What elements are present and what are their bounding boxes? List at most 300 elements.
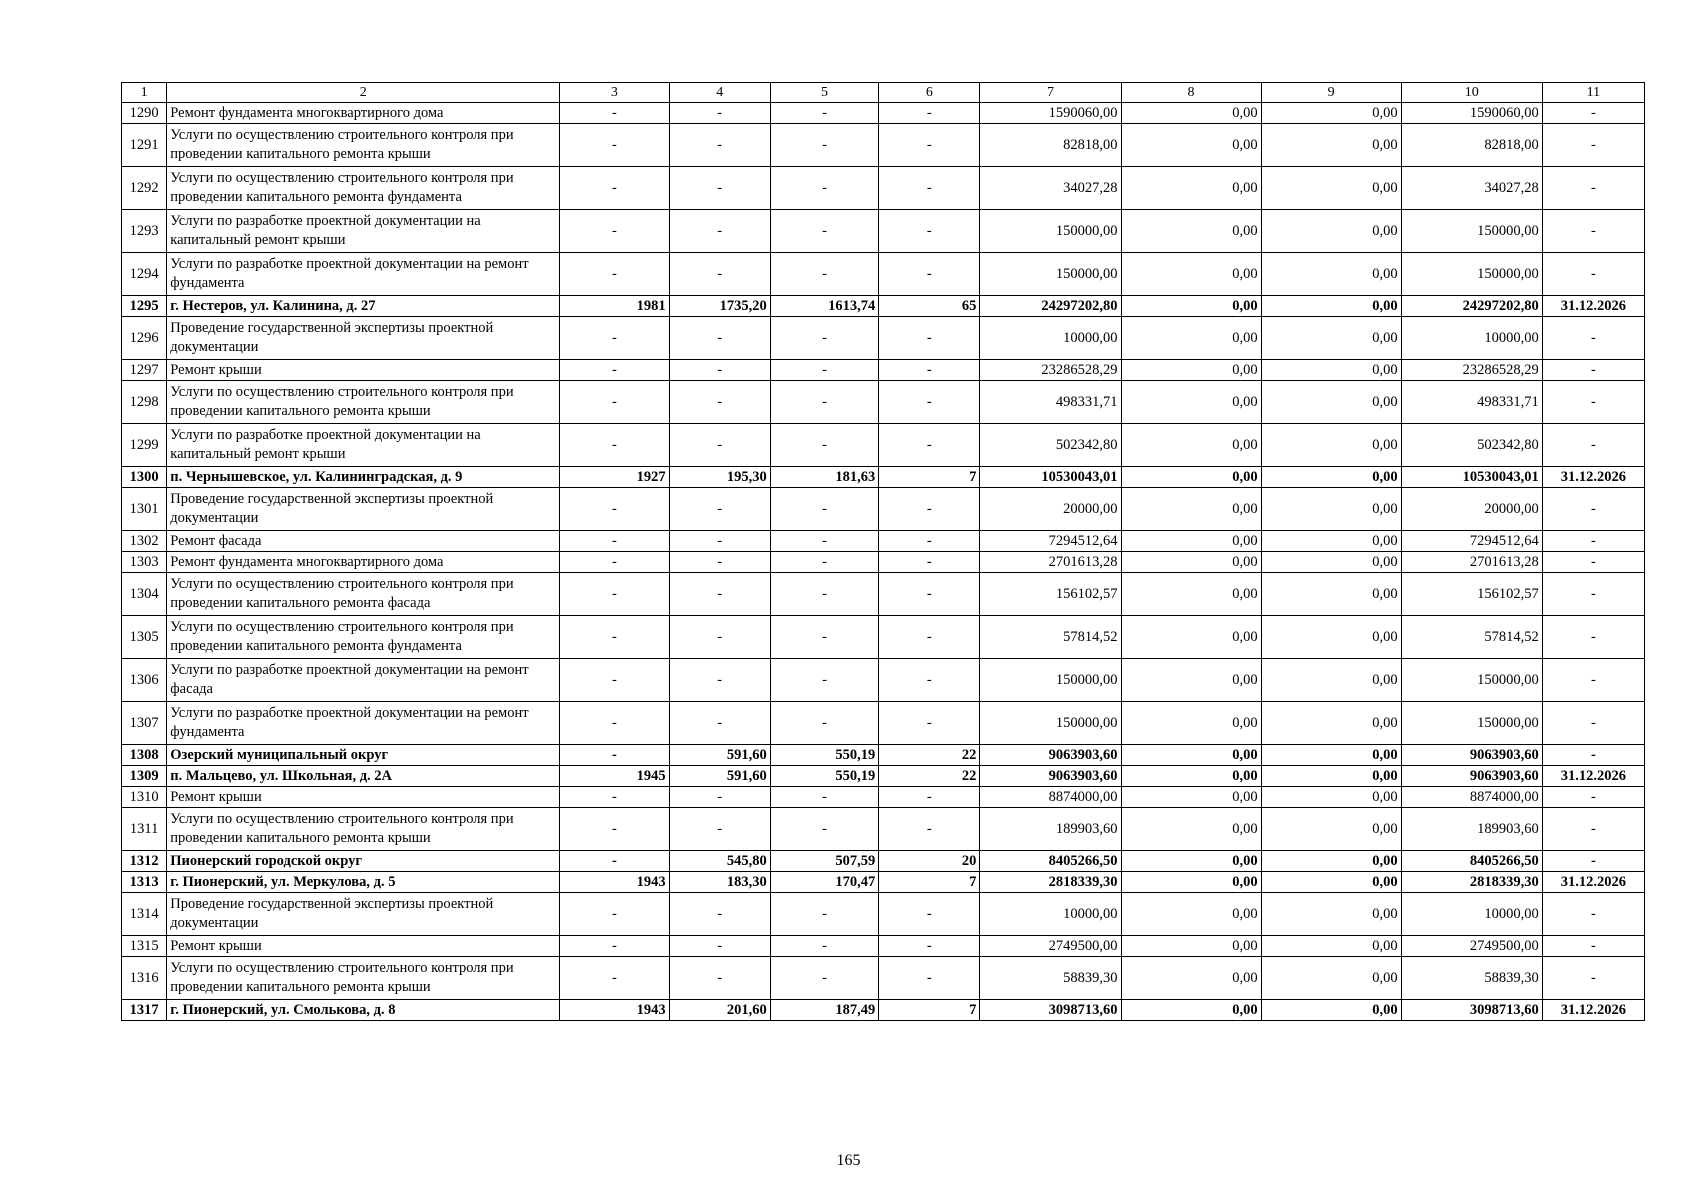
value-cell: - <box>669 531 770 552</box>
value-cell: - <box>770 616 878 659</box>
value-cell: 150000,00 <box>980 702 1121 745</box>
value-cell: 10000,00 <box>980 893 1121 936</box>
value-cell: 0,00 <box>1121 124 1261 167</box>
value-cell: 2749500,00 <box>1401 936 1542 957</box>
value-cell: 0,00 <box>1261 531 1401 552</box>
value-cell: - <box>770 210 878 253</box>
value-cell: - <box>560 616 670 659</box>
value-cell: - <box>1542 317 1644 360</box>
value-cell: 0,00 <box>1261 616 1401 659</box>
value-cell: - <box>1542 893 1644 936</box>
value-cell: 31.12.2026 <box>1542 1000 1644 1021</box>
row-number-cell: 1315 <box>122 936 167 957</box>
row-number-cell: 1294 <box>122 253 167 296</box>
table-row <box>122 936 1645 957</box>
value-cell: - <box>879 381 980 424</box>
description-cell: Пионерский городской округ <box>167 851 560 872</box>
row-number-cell: 1298 <box>122 381 167 424</box>
header-cell: 7 <box>980 83 1121 103</box>
value-cell: 0,00 <box>1121 360 1261 381</box>
value-cell: 10530043,01 <box>980 467 1121 488</box>
value-cell: 0,00 <box>1261 124 1401 167</box>
value-cell: 1945 <box>560 766 670 787</box>
value-cell: 502342,80 <box>1401 424 1542 467</box>
value-cell: 507,59 <box>770 851 878 872</box>
value-cell: 0,00 <box>1121 936 1261 957</box>
value-cell: - <box>560 124 670 167</box>
value-cell: 8405266,50 <box>980 851 1121 872</box>
value-cell: 2701613,28 <box>1401 552 1542 573</box>
value-cell: 34027,28 <box>1401 167 1542 210</box>
description-cell: Услуги по осуществлению строительного контроля при проведении капитального ремонта фасада <box>167 573 560 616</box>
row-number-cell: 1316 <box>122 957 167 1000</box>
value-cell: - <box>879 616 980 659</box>
value-cell: - <box>879 167 980 210</box>
description-cell: Услуги по разработке проектной документации на капитальный ремонт крыши <box>167 210 560 253</box>
table-row <box>122 957 1645 1000</box>
value-cell: 23286528,29 <box>1401 360 1542 381</box>
value-cell: - <box>1542 851 1644 872</box>
value-cell: 0,00 <box>1121 210 1261 253</box>
value-cell: 0,00 <box>1121 573 1261 616</box>
value-cell: 1590060,00 <box>1401 103 1542 124</box>
description-cell: Ремонт фундамента многоквартирного дома <box>167 552 560 573</box>
value-cell: - <box>560 360 670 381</box>
value-cell: - <box>879 957 980 1000</box>
row-number-cell: 1317 <box>122 1000 167 1021</box>
value-cell: - <box>560 210 670 253</box>
description-cell: Ремонт крыши <box>167 787 560 808</box>
value-cell: 1927 <box>560 467 670 488</box>
value-cell: - <box>669 167 770 210</box>
value-cell: 23286528,29 <box>980 360 1121 381</box>
value-cell: 9063903,60 <box>1401 766 1542 787</box>
value-cell: - <box>1542 488 1644 531</box>
table-row <box>122 531 1645 552</box>
description-cell: Услуги по осуществлению строительного контроля при проведении капитального ремонта фундамента <box>167 616 560 659</box>
value-cell: - <box>560 103 670 124</box>
value-cell: 0,00 <box>1261 360 1401 381</box>
table-row <box>122 167 1645 210</box>
value-cell: - <box>770 317 878 360</box>
row-number-cell: 1299 <box>122 424 167 467</box>
value-cell: - <box>560 531 670 552</box>
value-cell: 150000,00 <box>1401 253 1542 296</box>
value-cell: - <box>669 893 770 936</box>
value-cell: 0,00 <box>1261 424 1401 467</box>
value-cell: - <box>879 936 980 957</box>
value-cell: 31.12.2026 <box>1542 766 1644 787</box>
value-cell: - <box>669 702 770 745</box>
value-cell: - <box>1542 381 1644 424</box>
value-cell: - <box>879 552 980 573</box>
value-cell: 0,00 <box>1261 296 1401 317</box>
row-number-cell: 1300 <box>122 467 167 488</box>
value-cell: 591,60 <box>669 745 770 766</box>
value-cell: 0,00 <box>1121 167 1261 210</box>
value-cell: 0,00 <box>1121 702 1261 745</box>
row-number-cell: 1305 <box>122 616 167 659</box>
value-cell: - <box>879 210 980 253</box>
description-cell: Услуги по осуществлению строительного контроля при проведении капитального ремонта крыши <box>167 381 560 424</box>
table-row <box>122 103 1645 124</box>
value-cell: 31.12.2026 <box>1542 296 1644 317</box>
value-cell: 201,60 <box>669 1000 770 1021</box>
value-cell: - <box>1542 360 1644 381</box>
description-cell: г. Пионерский, ул. Смолькова, д. 8 <box>167 1000 560 1021</box>
value-cell: 591,60 <box>669 766 770 787</box>
value-cell: - <box>560 573 670 616</box>
value-cell: - <box>1542 573 1644 616</box>
value-cell: 7294512,64 <box>980 531 1121 552</box>
value-cell: 545,80 <box>669 851 770 872</box>
value-cell: 181,63 <box>770 467 878 488</box>
description-cell: Проведение государственной экспертизы проектной документации <box>167 488 560 531</box>
value-cell: - <box>560 488 670 531</box>
row-number-cell: 1296 <box>122 317 167 360</box>
value-cell: 31.12.2026 <box>1542 467 1644 488</box>
value-cell: - <box>1542 702 1644 745</box>
value-cell: 58839,30 <box>1401 957 1542 1000</box>
value-cell: - <box>669 616 770 659</box>
value-cell: 3098713,60 <box>1401 1000 1542 1021</box>
value-cell: - <box>1542 616 1644 659</box>
description-cell: Услуги по разработке проектной документации на ремонт фундамента <box>167 253 560 296</box>
value-cell: 0,00 <box>1121 552 1261 573</box>
value-cell: - <box>879 702 980 745</box>
value-cell: 1943 <box>560 872 670 893</box>
value-cell: - <box>669 936 770 957</box>
row-number-cell: 1301 <box>122 488 167 531</box>
value-cell: 0,00 <box>1121 381 1261 424</box>
value-cell: - <box>879 659 980 702</box>
value-cell: 2749500,00 <box>980 936 1121 957</box>
header-cell: 3 <box>560 83 670 103</box>
header-cell: 6 <box>879 83 980 103</box>
value-cell: - <box>770 659 878 702</box>
value-cell: 189903,60 <box>1401 808 1542 851</box>
value-cell: 82818,00 <box>980 124 1121 167</box>
table-row <box>122 552 1645 573</box>
row-number-cell: 1306 <box>122 659 167 702</box>
value-cell: 0,00 <box>1261 702 1401 745</box>
value-cell: 502342,80 <box>980 424 1121 467</box>
value-cell: 150000,00 <box>1401 659 1542 702</box>
value-cell: - <box>669 124 770 167</box>
document-table <box>121 82 1645 1021</box>
value-cell: 0,00 <box>1121 488 1261 531</box>
description-cell: Проведение государственной экспертизы проектной документации <box>167 317 560 360</box>
value-cell: - <box>770 488 878 531</box>
value-cell: - <box>770 167 878 210</box>
table-row <box>122 872 1645 893</box>
table-row <box>122 317 1645 360</box>
value-cell: 0,00 <box>1261 957 1401 1000</box>
description-cell: Ремонт фундамента многоквартирного дома <box>167 103 560 124</box>
value-cell: 0,00 <box>1261 872 1401 893</box>
value-cell: - <box>770 103 878 124</box>
value-cell: - <box>1542 936 1644 957</box>
value-cell: - <box>879 253 980 296</box>
value-cell: - <box>770 381 878 424</box>
value-cell: 189903,60 <box>980 808 1121 851</box>
value-cell: 0,00 <box>1261 1000 1401 1021</box>
value-cell: 34027,28 <box>980 167 1121 210</box>
value-cell: - <box>1542 124 1644 167</box>
row-number-cell: 1292 <box>122 167 167 210</box>
value-cell: 8405266,50 <box>1401 851 1542 872</box>
value-cell: - <box>560 745 670 766</box>
value-cell: 31.12.2026 <box>1542 872 1644 893</box>
value-cell: - <box>879 573 980 616</box>
value-cell: 0,00 <box>1121 103 1261 124</box>
value-cell: - <box>770 360 878 381</box>
value-cell: 0,00 <box>1261 573 1401 616</box>
value-cell: - <box>669 103 770 124</box>
value-cell: 2818339,30 <box>1401 872 1542 893</box>
value-cell: 3098713,60 <box>980 1000 1121 1021</box>
value-cell: 150000,00 <box>980 210 1121 253</box>
header-cell: 10 <box>1401 83 1542 103</box>
value-cell: 0,00 <box>1261 381 1401 424</box>
value-cell: - <box>669 210 770 253</box>
value-cell: 22 <box>879 766 980 787</box>
row-number-cell: 1308 <box>122 745 167 766</box>
value-cell: - <box>1542 787 1644 808</box>
value-cell: - <box>770 552 878 573</box>
row-number-cell: 1291 <box>122 124 167 167</box>
value-cell: 0,00 <box>1121 424 1261 467</box>
row-number-cell: 1290 <box>122 103 167 124</box>
value-cell: 550,19 <box>770 745 878 766</box>
row-number-cell: 1313 <box>122 872 167 893</box>
description-cell: п. Чернышевское, ул. Калининградская, д. 9 <box>167 467 560 488</box>
value-cell: 65 <box>879 296 980 317</box>
value-cell: - <box>770 424 878 467</box>
table-row <box>122 787 1645 808</box>
value-cell: 0,00 <box>1261 488 1401 531</box>
value-cell: - <box>770 808 878 851</box>
table-row <box>122 702 1645 745</box>
description-cell: Услуги по осуществлению строительного контроля при проведении капитального ремонта крыши <box>167 808 560 851</box>
value-cell: - <box>560 317 670 360</box>
value-cell: 0,00 <box>1261 787 1401 808</box>
value-cell: - <box>879 124 980 167</box>
value-cell: - <box>669 659 770 702</box>
value-cell: 0,00 <box>1121 872 1261 893</box>
value-cell: - <box>560 936 670 957</box>
value-cell: - <box>669 381 770 424</box>
value-cell: - <box>1542 957 1644 1000</box>
value-cell: - <box>770 124 878 167</box>
value-cell: 0,00 <box>1261 467 1401 488</box>
table-row <box>122 893 1645 936</box>
value-cell: - <box>560 851 670 872</box>
value-cell: 0,00 <box>1121 467 1261 488</box>
value-cell: 0,00 <box>1261 253 1401 296</box>
table-row <box>122 467 1645 488</box>
value-cell: 1943 <box>560 1000 670 1021</box>
value-cell: 1590060,00 <box>980 103 1121 124</box>
value-cell: - <box>669 488 770 531</box>
table-row <box>122 616 1645 659</box>
value-cell: 0,00 <box>1261 167 1401 210</box>
row-number-cell: 1311 <box>122 808 167 851</box>
table-row <box>122 360 1645 381</box>
value-cell: 82818,00 <box>1401 124 1542 167</box>
row-number-cell: 1307 <box>122 702 167 745</box>
value-cell: - <box>879 893 980 936</box>
value-cell: - <box>879 531 980 552</box>
table-body <box>122 83 1645 1021</box>
row-number-cell: 1297 <box>122 360 167 381</box>
value-cell: 1613,74 <box>770 296 878 317</box>
row-number-cell: 1312 <box>122 851 167 872</box>
value-cell: 0,00 <box>1261 745 1401 766</box>
page-number: 165 <box>836 1152 861 1169</box>
value-cell: - <box>770 573 878 616</box>
value-cell: - <box>1542 210 1644 253</box>
value-cell: - <box>770 893 878 936</box>
value-cell: - <box>1542 253 1644 296</box>
value-cell: - <box>560 424 670 467</box>
value-cell: - <box>1542 659 1644 702</box>
table-row <box>122 659 1645 702</box>
value-cell: 1735,20 <box>669 296 770 317</box>
header-cell: 9 <box>1261 83 1401 103</box>
header-cell: 5 <box>770 83 878 103</box>
row-number-cell: 1303 <box>122 552 167 573</box>
value-cell: 24297202,80 <box>1401 296 1542 317</box>
value-cell: 0,00 <box>1121 659 1261 702</box>
value-cell: - <box>1542 424 1644 467</box>
value-cell: - <box>770 702 878 745</box>
value-cell: 550,19 <box>770 766 878 787</box>
table-row <box>122 253 1645 296</box>
value-cell: - <box>1542 531 1644 552</box>
value-cell: - <box>669 317 770 360</box>
value-cell: 7 <box>879 872 980 893</box>
value-cell: 8874000,00 <box>980 787 1121 808</box>
value-cell: 150000,00 <box>1401 702 1542 745</box>
value-cell: 0,00 <box>1121 745 1261 766</box>
value-cell: - <box>770 787 878 808</box>
description-cell: Услуги по осуществлению строительного контроля при проведении капитального ремонта крыши <box>167 957 560 1000</box>
value-cell: - <box>669 787 770 808</box>
value-cell: 150000,00 <box>980 659 1121 702</box>
table-row <box>122 745 1645 766</box>
value-cell: - <box>879 317 980 360</box>
value-cell: - <box>879 808 980 851</box>
value-cell: - <box>560 787 670 808</box>
value-cell: 20000,00 <box>980 488 1121 531</box>
value-cell: 0,00 <box>1121 296 1261 317</box>
header-cell: 11 <box>1542 83 1644 103</box>
description-cell: Услуги по разработке проектной документации на ремонт фасада <box>167 659 560 702</box>
value-cell: 9063903,60 <box>980 766 1121 787</box>
value-cell: - <box>560 552 670 573</box>
description-cell: Услуги по осуществлению строительного контроля при проведении капитального ремонта фундамента <box>167 167 560 210</box>
description-cell: г. Пионерский, ул. Меркулова, д. 5 <box>167 872 560 893</box>
table-row <box>122 573 1645 616</box>
value-cell: 0,00 <box>1261 766 1401 787</box>
value-cell: - <box>560 253 670 296</box>
value-cell: 195,30 <box>669 467 770 488</box>
value-cell: 57814,52 <box>980 616 1121 659</box>
value-cell: 0,00 <box>1261 851 1401 872</box>
value-cell: 10530043,01 <box>1401 467 1542 488</box>
value-cell: - <box>560 659 670 702</box>
value-cell: - <box>669 957 770 1000</box>
table-row <box>122 488 1645 531</box>
description-cell: Услуги по разработке проектной документации на капитальный ремонт крыши <box>167 424 560 467</box>
value-cell: 183,30 <box>669 872 770 893</box>
value-cell: - <box>770 936 878 957</box>
value-cell: - <box>669 552 770 573</box>
value-cell: 2818339,30 <box>980 872 1121 893</box>
header-cell: 4 <box>669 83 770 103</box>
value-cell: - <box>770 957 878 1000</box>
row-number-cell: 1314 <box>122 893 167 936</box>
value-cell: 0,00 <box>1261 893 1401 936</box>
value-cell: 0,00 <box>1121 766 1261 787</box>
value-cell: 0,00 <box>1121 1000 1261 1021</box>
value-cell: 8874000,00 <box>1401 787 1542 808</box>
header-cell: 2 <box>167 83 560 103</box>
value-cell: 156102,57 <box>1401 573 1542 616</box>
value-cell: - <box>560 381 670 424</box>
value-cell: 170,47 <box>770 872 878 893</box>
value-cell: 0,00 <box>1121 253 1261 296</box>
value-cell: 156102,57 <box>980 573 1121 616</box>
value-cell: 498331,71 <box>1401 381 1542 424</box>
value-cell: 150000,00 <box>1401 210 1542 253</box>
value-cell: - <box>879 360 980 381</box>
table-row <box>122 381 1645 424</box>
value-cell: 0,00 <box>1261 659 1401 702</box>
value-cell: - <box>770 253 878 296</box>
value-cell: 0,00 <box>1121 317 1261 360</box>
table-row <box>122 1000 1645 1021</box>
value-cell: 0,00 <box>1261 552 1401 573</box>
value-cell: 7294512,64 <box>1401 531 1542 552</box>
value-cell: 10000,00 <box>1401 317 1542 360</box>
value-cell: 9063903,60 <box>980 745 1121 766</box>
value-cell: 57814,52 <box>1401 616 1542 659</box>
table-row <box>122 424 1645 467</box>
value-cell: 20000,00 <box>1401 488 1542 531</box>
value-cell: - <box>669 808 770 851</box>
value-cell: - <box>669 424 770 467</box>
table-row <box>122 851 1645 872</box>
table-row <box>122 210 1645 253</box>
value-cell: - <box>770 531 878 552</box>
value-cell: - <box>560 167 670 210</box>
description-cell: г. Нестеров, ул. Калинина, д. 27 <box>167 296 560 317</box>
value-cell: 10000,00 <box>980 317 1121 360</box>
value-cell: 0,00 <box>1121 957 1261 1000</box>
value-cell: 24297202,80 <box>980 296 1121 317</box>
description-cell: Ремонт крыши <box>167 936 560 957</box>
table-row <box>122 808 1645 851</box>
value-cell: 0,00 <box>1121 893 1261 936</box>
value-cell: - <box>1542 745 1644 766</box>
value-cell: - <box>879 103 980 124</box>
header-cell: 1 <box>122 83 167 103</box>
value-cell: 1981 <box>560 296 670 317</box>
value-cell: 0,00 <box>1121 531 1261 552</box>
row-number-cell: 1293 <box>122 210 167 253</box>
